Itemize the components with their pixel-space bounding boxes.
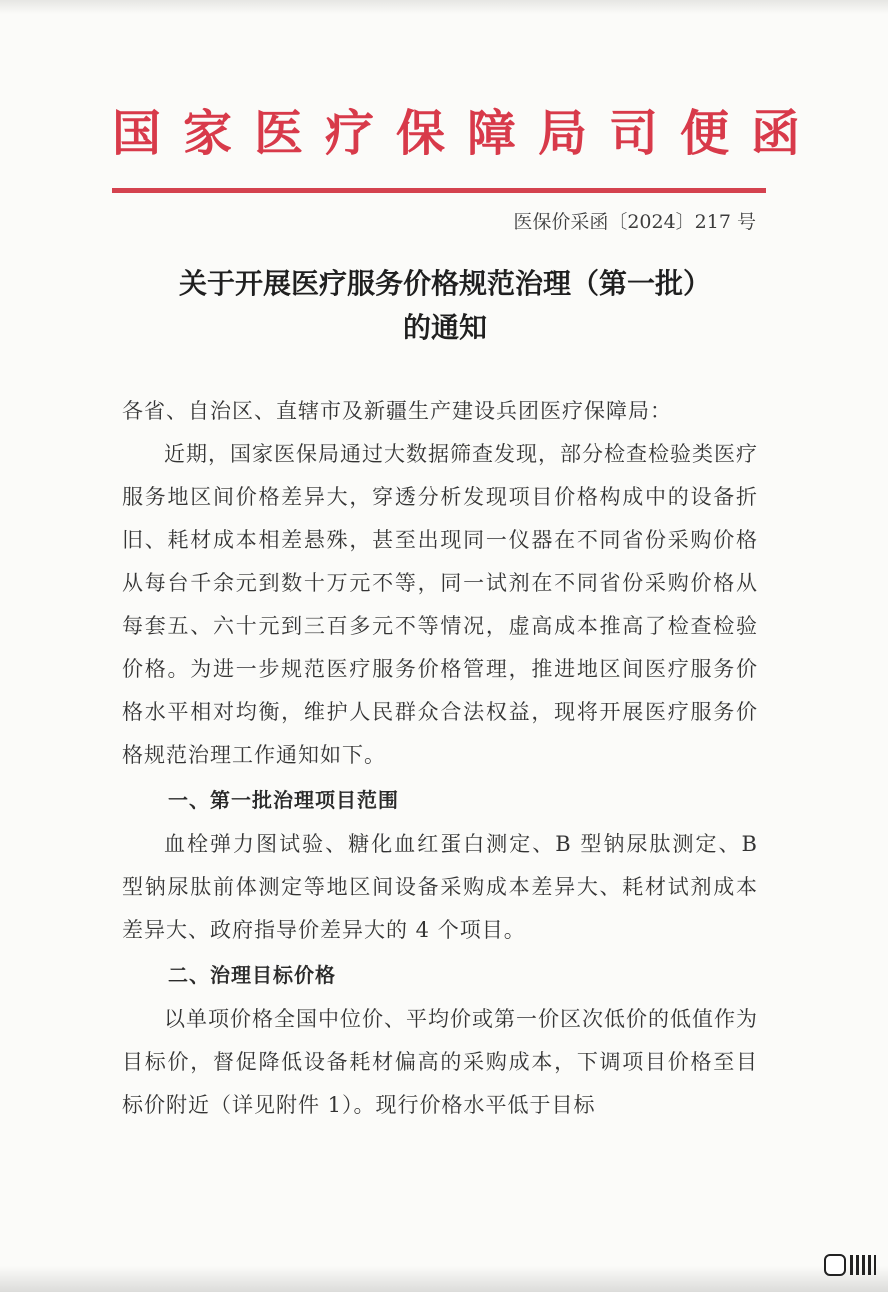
scan-shadow <box>0 0 888 14</box>
viewer-controls <box>824 1254 876 1276</box>
document-number: 医保价采函〔2024〕217 号 <box>513 211 756 233</box>
section-2-heading: 二、治理目标价格 <box>168 963 336 987</box>
notice-title-line-2: 的通知 <box>402 311 487 344</box>
section-1-paragraph: 血栓弹力图试验、糖化血红蛋白测定、B 型钠尿肽测定、B 型钠尿肽前体测定等地区间设备采购成本差异大、耗材试剂成本差异大、政府指导价差异大的 4 个项目。 <box>122 832 758 942</box>
page-view-icon[interactable] <box>824 1254 846 1276</box>
intro-paragraph: 近期，国家医保局通过大数据筛查发现，部分检查检验类医疗服务地区间价格差异大，穿透分析发现项目价格构成中的设备折旧、耗材成本相差悬殊，甚至出现同一仪器在不同省份采购价格从每台千余元到数十万元不等，同一试剂在不同省份采购价格从每套五、六十元到三百多元不等情况，虚高成本推高了检查检验价格。为进一步规范医疗服务价格管理，推进地区间医疗服务价格水平相对均衡，维护人民群众合法权益，现将开展医疗服务价格规范治理工作通知如下。 <box>122 442 758 767</box>
section-2-paragraph: 以单项价格全国中位价、平均价或第一价区次低价的低值作为目标价，督促降低设备耗材偏高的采购成本，下调项目价格至目标价附近（详见附件 1）。现行价格水平低于目标 <box>122 1007 758 1117</box>
bottom-toolbar <box>0 1266 888 1292</box>
letterhead-red-rule <box>112 188 766 193</box>
notice-body <box>122 390 758 1127</box>
agency-letterhead-title: 国家医疗保障局司便函 <box>112 104 823 162</box>
notice-title-line-1: 关于开展医疗服务价格规范治理（第一批） <box>178 267 711 300</box>
addressee: 各省、自治区、直辖市及新疆生产建设兵团医疗保障局： <box>122 399 672 423</box>
section-1-heading: 一、第一批治理项目范围 <box>168 788 399 812</box>
menu-bars-icon[interactable] <box>850 1255 876 1275</box>
notice-title <box>100 262 790 350</box>
